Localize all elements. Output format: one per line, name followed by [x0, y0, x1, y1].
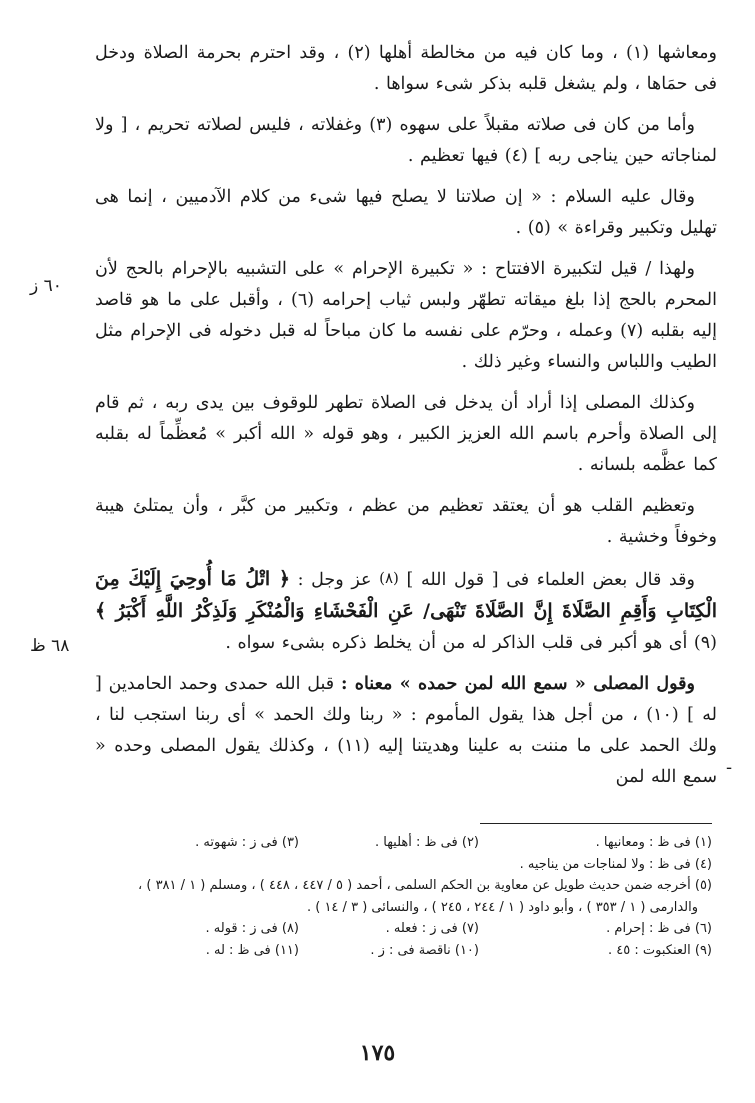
paragraph-2: وأما من كان فى صلاته مقبلاً على سهوه (٣) وغفلاته ، فليس لصلاته تحريم ، [ ولا لمناجاته حين يناجى ربه ] (٤) فيها تعظيم .: [95, 115, 717, 166]
footnote-10: (١٠) ناقصة فى : ز .: [370, 942, 479, 958]
footnote-7: (٧) فى ز : فعله .: [385, 921, 479, 936]
paragraph-7-end: (٩) أى هو أكبر فى قلب الذاكر له من أن يخلط ذكره بشىء سواه .: [225, 633, 717, 653]
footnote-row-1: [70, 832, 712, 854]
footnote-row-2: [70, 854, 712, 876]
paragraph-3: وقال عليه السلام : « إن صلاتنا لا يصلح فيها شىء من كلام الآدميين ، إنما هى تهليل وتكبير وقراءة » (٥) .: [95, 187, 717, 238]
paragraph-7: [95, 563, 717, 659]
footnote-row-4: [70, 897, 712, 919]
footnote-11: (١١) فى ظ : له .: [205, 942, 299, 958]
paragraph-7-intro: وقد قال بعض العلماء فى [ قول الله ]: [406, 570, 695, 590]
paragraph-8-heading: وقول المصلى « سمع الله لمن حمده » معناه :: [340, 674, 696, 694]
footnote-9: (٩) العنكبوت : ٤٥ .: [608, 942, 712, 958]
page-number: ١٧٥: [359, 1040, 396, 1066]
footnote-row-5: [70, 918, 712, 940]
paragraph-5: وكذلك المصلى إذا أراد أن يدخل فى الصلاة تطهر للوقوف بين يدى ربه ، ثم قام إلى الصلاة وأحرم باسم الله العزيز الكبير ، وهو قوله « الله أكبر » مُعظِّماً له بقلبه كما عظَّمه بلسانه .: [95, 393, 717, 475]
footnote-2: (٢) فى ظ : أهليها .: [374, 835, 479, 850]
footnote-row-3: [70, 875, 712, 897]
footnote-6: (٦) فى ظ : إحرام .: [606, 921, 712, 936]
paragraph-6: وتعظيم القلب هو أن يعتقد تعظيم من عظم ، وتكبير من كبَّر ، وأن يمتلئ هيبة وخوفاً وخشية .: [95, 496, 717, 547]
footnotes: [70, 832, 712, 961]
paragraph-8: [95, 669, 717, 793]
footnote-ref-8: (٨): [379, 569, 399, 587]
margin-mark-z60: ٦٠ ز: [30, 276, 62, 296]
paragraph-7-intro-2: عز وجل :: [297, 570, 372, 590]
footnote-8: (٨) فى ز : قوله .: [205, 921, 299, 936]
footnote-5: (٥) أخرجه ضمن حديث طويل عن معاوية بن الحكم السلمى ، أحمد ( ٥ / ٤٤٧ ، ٤٤٨ ) ، ومسلم ( ١ / ٣٨١ ) ،: [138, 878, 712, 893]
quran-verse: ﴿ اتْلُ مَا أُوحِيَ إِلَيْكَ مِنَ الْكِتَابِ وَأَقِمِ الصَّلَاةَ إِنَّ الصَّلَاةَ تَنْهَى/ عَنِ الْفَحْشَاءِ وَالْمُنْكَرِ وَلَذِكْرُ اللَّهِ أَكْبَرُ ﴾: [95, 568, 717, 622]
footnote-5-continued: والدارمى ( ١ / ٣٥٣ ) ، وأبو داود ( ١ / ٢٤٤ ، ٢٤٥ ) ، والنسائى ( ٣ / ١٤ ) .: [306, 899, 698, 915]
footnote-divider: [480, 823, 712, 824]
footnote-1: (١) فى ظ : ومعانيها .: [595, 835, 712, 850]
footnote-row-6: [70, 940, 712, 962]
footnote-3: (٣) فى ز : شهوته .: [195, 835, 299, 850]
footnote-4: (٤) فى ظ : ولا لمناجات من يناجيه .: [519, 856, 712, 872]
margin-mark-zh68: ٦٨ ظ: [30, 636, 70, 656]
paragraph-8-body: قبل الله حمدى وحمد الحامدين [ له ] (١٠) ، من أجل هذا يقول المأموم : « ربنا ولك الحمد » أى ربنا استجب لنا ، ولك الحمد على ما مننت به علينا وهديتنا إليه (١١) ، وكذلك يقول المصلى وحده « سمع الله لمن: [95, 674, 718, 787]
margin-dash: -: [726, 757, 733, 778]
paragraph-4: ولهذا / قيل لتكبيرة الافتتاح : « تكبيرة الإحرام » على التشبيه بالإحرام بالحج لأن المحرم بالحج إذا بلغ ميقاته تطهّر ولبس ثياب إحرامه (٦) ، وأقبل على ما هو قاصد إليه بقلبه (٧) وعمله ، وحرّم على نفسه ما كان مباحاً له قبل دخوله فى الإحرام مثل الطيب واللباس والنساء وغير ذلك .: [95, 259, 717, 372]
main-text: [95, 38, 717, 803]
paragraph-1: ومعاشها (١) ، وما كان فيه من مخالطة أهلها (٢) ، وقد احترم بحرمة الصلاة ودخل فى حمَاها ، ولم يشغل قلبه بذكر شىء سواها .: [95, 43, 717, 94]
